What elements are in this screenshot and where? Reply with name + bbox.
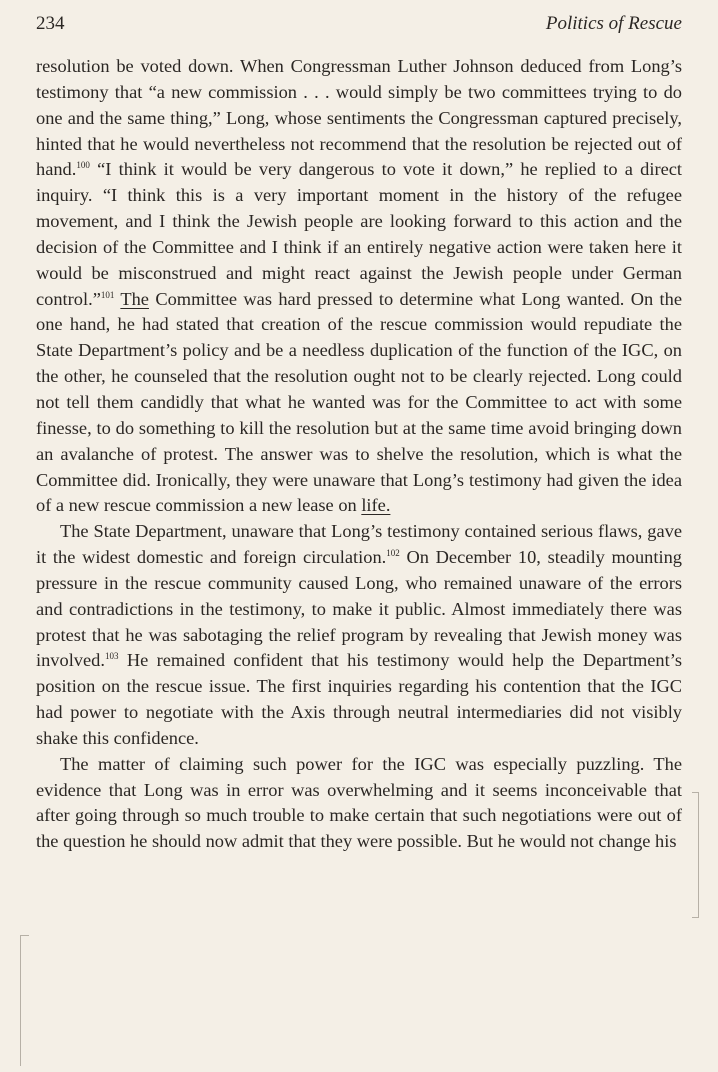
footnote-ref-101: 101 — [100, 289, 115, 300]
margin-bracket-right — [692, 792, 699, 918]
paragraph-1-text-b: “I think it would be very dangerous to vote it down,” he replied to a direct inquiry. “I think this is a very important moment in the history of the refugee movement, and I think the Jewish people are looking forward to this action and the decision of the Committee and I think if an entirely negative action were taken here it would be misconstrued and might react against the Jewish people under German control.” — [36, 159, 682, 309]
underlined-word: The — [120, 288, 149, 309]
body-text — [36, 54, 682, 855]
footnote-ref-102: 102 — [386, 548, 400, 559]
page-number: 234 — [36, 13, 65, 34]
margin-bracket-left — [20, 935, 29, 1066]
paragraph-3 — [36, 752, 682, 855]
paragraph-3-text: The matter of claiming such power for the IGC was especially puzzling. The evidence that Long was in error was overwhelming and it seems inconceivable that after going through so much trouble to make certain that such negotiations were out of the question he should now admit that they were possible. But he would not change his — [36, 753, 682, 852]
paragraph-1 — [36, 54, 682, 519]
paragraph-1-text-a: resolution be voted down. When Congressman Luther Johnson deduced from Long’s testimony that “a new commission . . . would simply be two committees trying to do one and the same thing,” Long, whose sentiments the Congressman captured precisely, hinted that he would nevertheless not recommend that the resolution be rejected out of hand. — [36, 56, 682, 180]
paragraph-2-text-c: He remained confident that his testimony would help the Department’s position on the rescue issue. The first inquiries regarding his contention that the IGC had power to negotiate with the Axis through neutral intermediaries did not visibly shake this confidence. — [36, 650, 682, 748]
footnote-ref-103: 103 — [104, 651, 119, 662]
footnote-ref-100: 100 — [76, 160, 90, 171]
underlined-word-end: life. — [361, 495, 391, 516]
paragraph-1-text-c: Committee was hard pressed to determine what Long wanted. On the one hand, he had stated that creation of the rescue commission would repudiate the State Department’s policy and be a needless duplication of the function of the IGC, on the other, he counseled that the resolution ought not to be clearly rejected. Long could not tell them candidly that what he wanted was for the Committee to act with some finesse, to do something to kill the resolution but at the same time avoid bringing down an avalanche of protest. The answer was to shelve the resolution, which is what the Committee did. Ironically, they were unaware that Long’s testimony had given the idea of a new rescue commission a new lease on — [36, 288, 682, 516]
running-head — [36, 10, 682, 38]
running-title: Politics of Rescue — [545, 13, 682, 34]
paragraph-2-text-a: The State Department, unaware that Long’s testimony contained serious flaws, gave it the widest domestic and foreign circulation. — [36, 521, 682, 568]
paragraph-2-text-b: On December 10, steadily mounting pressure in the rescue community caused Long, who remained unaware of the errors and contradictions in the testimony, to make it public. Almost immediately there was protest that he was sabotaging the relief program by revealing that Jewish money was involved. — [36, 547, 682, 671]
paragraph-2 — [36, 519, 682, 752]
